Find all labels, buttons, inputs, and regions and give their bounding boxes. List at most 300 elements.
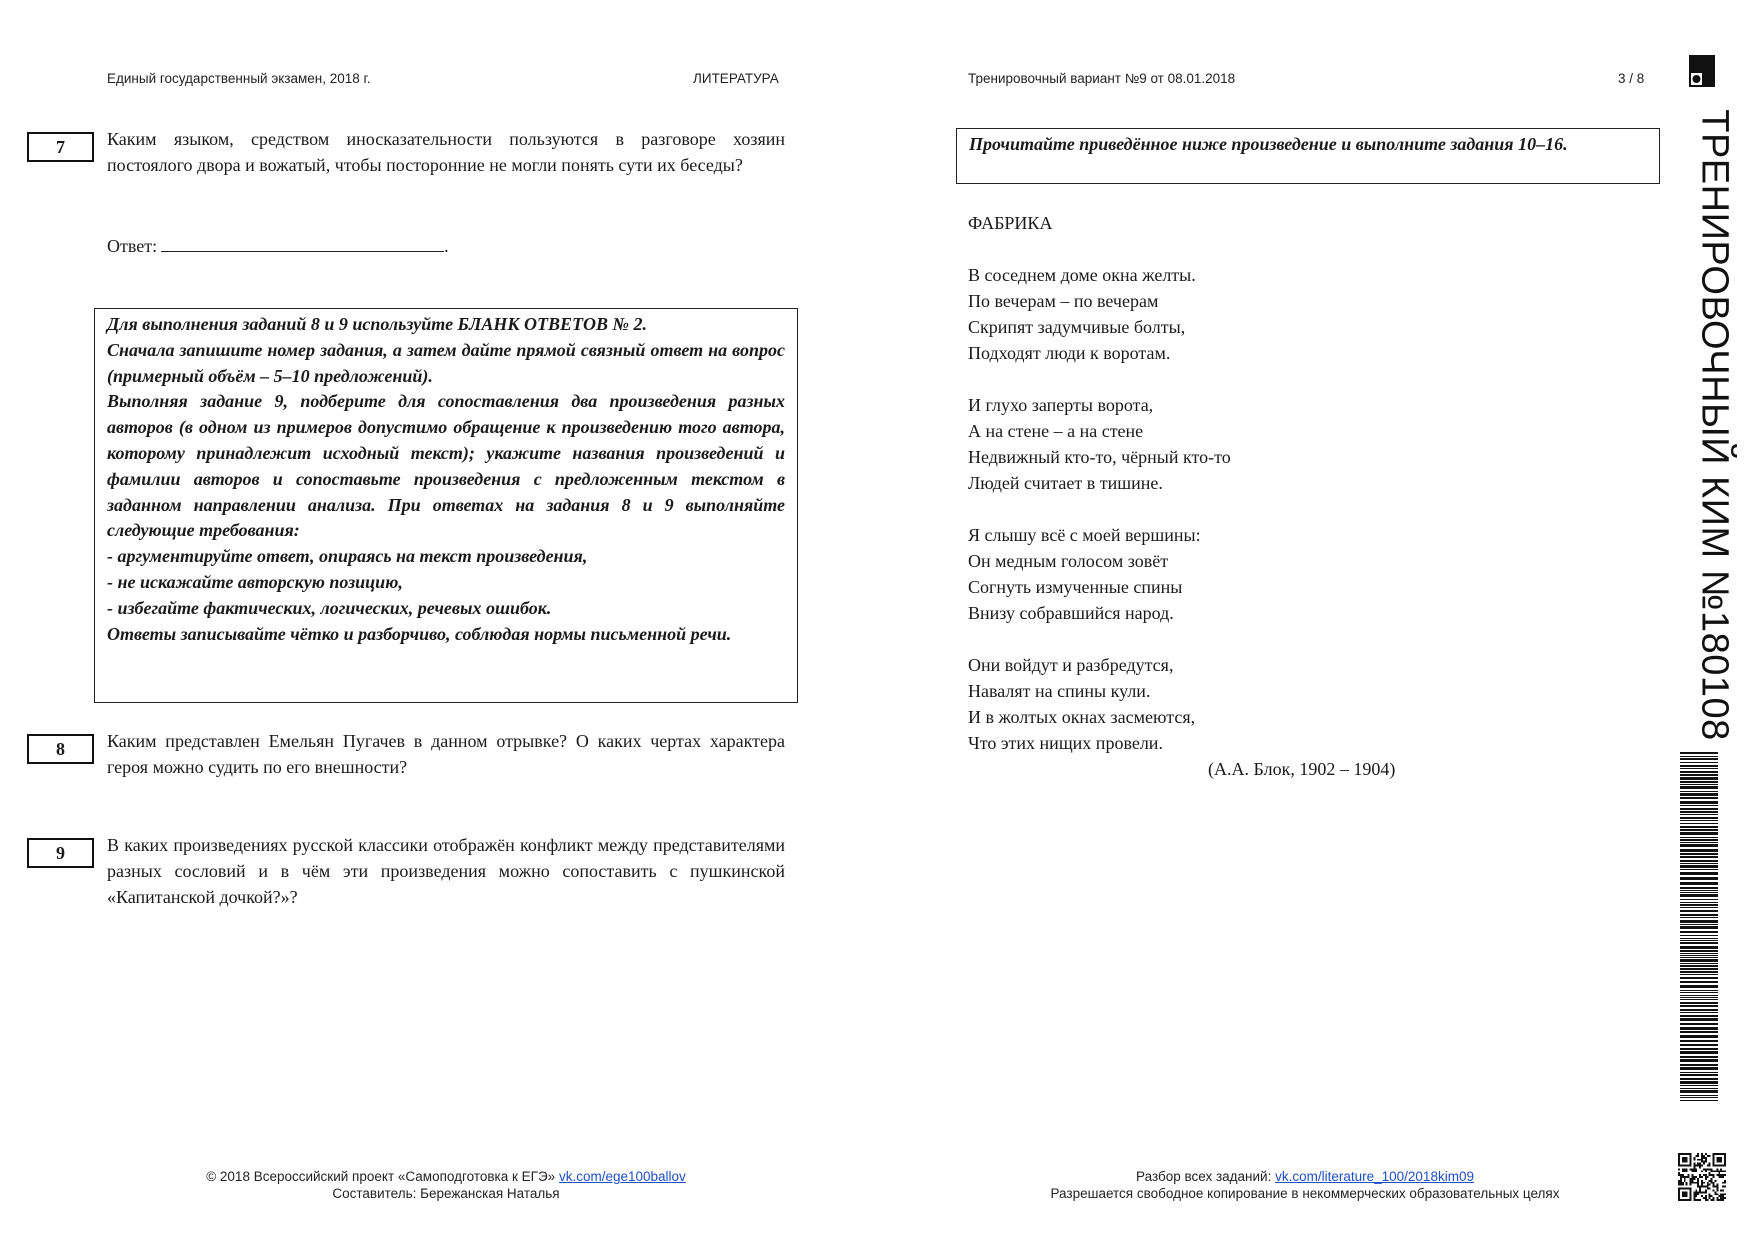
qr-module [1703, 1168, 1705, 1170]
poem-line: А на стене – а на стене [968, 421, 1144, 441]
qr-module [1707, 1155, 1709, 1157]
qr-module [1713, 1199, 1715, 1201]
barcode-bar [1680, 904, 1718, 906]
poem [968, 210, 1396, 779]
qr-module [1691, 1180, 1693, 1182]
qr-code [1678, 1153, 1726, 1201]
qr-module [1705, 1168, 1707, 1170]
qr-module [1716, 1174, 1718, 1176]
barcode-bar [1680, 953, 1718, 954]
qr-module [1703, 1155, 1705, 1157]
qr-module [1690, 1180, 1692, 1182]
barcode-bar [1680, 839, 1718, 841]
barcode-bar [1680, 863, 1718, 864]
barcode-bar [1680, 931, 1718, 933]
qr-module [1701, 1159, 1703, 1161]
barcode-bar [1680, 1040, 1718, 1042]
qr-module [1686, 1184, 1688, 1186]
qr-module [1693, 1178, 1695, 1180]
qr-module [1701, 1180, 1703, 1182]
barcode-bar [1680, 777, 1718, 780]
poem-stanza [968, 392, 1231, 496]
qr-module [1722, 1176, 1724, 1178]
poem-line: Согнуть измученные спины [968, 577, 1183, 597]
poem-line: Навалят на спины кули. [968, 681, 1151, 701]
barcode-bar [1680, 997, 1718, 998]
barcode-bar [1680, 924, 1718, 925]
question-7-text: Каким языком, средством иносказательности пользуются в разговоре хозяин постоялого двора и вожатый, чтобы посторонние не могли понять сути их беседы? [107, 129, 785, 175]
qr-module [1701, 1155, 1703, 1157]
barcode-bar [1680, 1072, 1718, 1073]
qr-module [1682, 1191, 1688, 1197]
barcode-bar [1680, 1005, 1718, 1007]
qr-module [1699, 1163, 1701, 1165]
qr-module [1724, 1170, 1726, 1172]
qr-module [1686, 1170, 1688, 1172]
barcode-bar [1680, 890, 1718, 891]
side-label-kim: ТРЕНИРОВОЧНЫЙ КИМ №180108 [1693, 109, 1736, 741]
qr-module [1701, 1170, 1703, 1172]
barcode-bar [1680, 963, 1718, 964]
qr-module [1697, 1182, 1699, 1184]
qr-module [1724, 1174, 1726, 1176]
barcode-bar [1680, 1074, 1718, 1076]
barcode-bar [1680, 849, 1718, 852]
qr-module [1724, 1180, 1726, 1182]
instruction-line: Для выполнения заданий 8 и 9 используйте БЛАНК ОТВЕТОВ № 2. [107, 314, 648, 334]
qr-module [1701, 1184, 1703, 1186]
qr-module [1711, 1180, 1713, 1182]
qr-module [1701, 1176, 1703, 1178]
barcode-bar [1680, 981, 1718, 983]
barcode-bar [1680, 959, 1718, 962]
barcode [1680, 752, 1718, 1102]
barcode-bar [1680, 887, 1718, 889]
qr-module [1707, 1168, 1709, 1170]
footer-author: Составитель: Бережанская Наталья [332, 1186, 560, 1201]
qr-module [1682, 1174, 1684, 1176]
barcode-bar [1680, 805, 1718, 806]
qr-module [1722, 1174, 1724, 1176]
qr-module [1678, 1174, 1680, 1176]
barcode-bar [1680, 797, 1718, 799]
barcode-bar [1680, 842, 1718, 843]
barcode-bar [1680, 1064, 1718, 1066]
qr-module [1695, 1168, 1697, 1170]
qr-module [1693, 1166, 1695, 1168]
barcode-bar [1680, 1018, 1718, 1021]
barcode-bar [1680, 791, 1718, 792]
qr-module [1714, 1191, 1716, 1193]
barcode-bar [1680, 1048, 1718, 1050]
poem-attribution: (А.А. Блок, 1902 – 1904) [1208, 759, 1396, 779]
qr-module [1699, 1159, 1701, 1161]
qr-module [1699, 1176, 1701, 1178]
barcode-bar [1680, 965, 1718, 967]
qr-module [1720, 1168, 1722, 1170]
qr-module [1703, 1163, 1705, 1165]
qr-module [1699, 1166, 1701, 1168]
barcode-bar [1680, 942, 1718, 944]
qr-module [1697, 1186, 1699, 1188]
qr-module [1716, 1193, 1718, 1195]
instruction-line: - не искажайте авторскую позицию, [107, 571, 403, 592]
qr-module [1714, 1180, 1716, 1182]
barcode-bar [1680, 793, 1718, 796]
barcode-bar [1680, 1088, 1718, 1089]
qr-module [1678, 1180, 1680, 1182]
poem-line: В соседнем доме окна желты. [968, 265, 1196, 285]
qr-module [1695, 1195, 1697, 1197]
qr-module [1701, 1186, 1703, 1188]
barcode-bar [1680, 1009, 1718, 1011]
barcode-bar [1680, 844, 1718, 847]
barcode-bar [1680, 829, 1718, 831]
poem-line: Скрипят задумчивые болты, [968, 317, 1186, 337]
qr-module [1678, 1168, 1680, 1170]
qr-module [1724, 1182, 1726, 1184]
qr-module [1697, 1193, 1699, 1195]
qr-module [1691, 1170, 1693, 1172]
barcode-bar [1680, 1100, 1718, 1101]
barcode-bar [1680, 856, 1718, 858]
qr-module [1713, 1176, 1715, 1178]
qr-module [1720, 1174, 1722, 1176]
qr-module [1690, 1168, 1692, 1170]
poem-stanza [968, 262, 1231, 366]
qr-module [1720, 1195, 1722, 1197]
qr-module [1720, 1197, 1722, 1199]
qr-module [1722, 1199, 1724, 1201]
poem-line: Людей считает в тишине. [968, 473, 1163, 493]
qr-module [1688, 1174, 1690, 1176]
qr-module [1722, 1193, 1724, 1195]
qr-module [1693, 1193, 1695, 1195]
qr-module [1695, 1189, 1697, 1191]
answer-line[interactable] [161, 232, 444, 252]
qr-module [1697, 1163, 1699, 1165]
qr-module [1680, 1184, 1682, 1186]
qr-module [1680, 1174, 1682, 1176]
qr-module [1711, 1199, 1713, 1201]
barcode-bar [1680, 957, 1718, 958]
qr-module [1722, 1182, 1724, 1184]
qr-module [1707, 1188, 1709, 1190]
qr-module [1705, 1170, 1707, 1172]
barcode-bar [1680, 1059, 1718, 1062]
qr-module [1697, 1180, 1699, 1182]
qr-module [1713, 1174, 1715, 1176]
barcode-bar [1680, 826, 1718, 828]
barcode-bar [1680, 762, 1718, 763]
qr-module [1709, 1174, 1711, 1176]
barcode-bar [1680, 814, 1718, 815]
qr-module [1718, 1195, 1720, 1197]
qr-module [1716, 1168, 1718, 1170]
barcode-bar [1680, 832, 1718, 835]
qr-module [1713, 1186, 1715, 1188]
poem-line: Подходят люди к воротам. [968, 343, 1171, 363]
barcode-bar [1680, 801, 1718, 804]
qr-module [1705, 1176, 1707, 1178]
qr-module [1682, 1170, 1684, 1172]
barcode-bar [1680, 995, 1718, 996]
qr-module [1693, 1195, 1695, 1197]
qr-module [1693, 1168, 1695, 1170]
qr-module [1703, 1174, 1705, 1176]
barcode-bar [1680, 774, 1718, 776]
instructions-box [94, 308, 798, 703]
qr-module [1682, 1176, 1684, 1178]
footer-project-text: © 2018 Всероссийский проект «Самоподготовка к ЕГЭ» [206, 1169, 556, 1184]
footer-right [1000, 1168, 1610, 1202]
footer-project-link[interactable]: vk.com/ege100ballov [558, 1169, 686, 1184]
barcode-bar [1680, 1015, 1718, 1017]
qr-module [1722, 1186, 1724, 1188]
qr-module [1705, 1195, 1707, 1197]
qr-module [1709, 1188, 1711, 1190]
qr-module [1691, 1176, 1693, 1178]
qr-module [1711, 1170, 1713, 1172]
barcode-bar [1680, 872, 1718, 875]
qr-module [1709, 1155, 1711, 1157]
qr-module [1688, 1176, 1690, 1178]
barcode-bar [1680, 920, 1718, 923]
qr-module [1714, 1170, 1716, 1172]
barcode-bar [1680, 1031, 1718, 1033]
qr-module [1722, 1170, 1724, 1172]
question-8-text: Каким представлен Емельян Пугачев в данном отрывке? О каких чертах характера героя можно судить по его внешности? [107, 731, 785, 777]
barcode-bar [1680, 894, 1718, 897]
qr-module [1691, 1178, 1693, 1180]
qr-module [1691, 1182, 1693, 1184]
barcode-bar [1680, 823, 1718, 824]
barcode-bar [1680, 1027, 1718, 1030]
barcode-bar [1680, 817, 1718, 819]
footer-analysis-link[interactable]: vk.com/literature_100/2018kim09 [1275, 1169, 1474, 1184]
qr-module [1701, 1191, 1703, 1193]
qr-module [1703, 1191, 1705, 1193]
header-page-number: 3 / 8 [1618, 71, 1645, 86]
barcode-bar [1680, 999, 1718, 1000]
barcode-bar [1680, 784, 1718, 785]
qr-module [1703, 1197, 1705, 1199]
qr-module [1709, 1197, 1711, 1199]
qr-module [1711, 1182, 1713, 1184]
barcode-bar [1680, 1044, 1718, 1046]
qr-module [1709, 1193, 1711, 1195]
qr-module [1720, 1193, 1722, 1195]
answer-end: . [444, 236, 449, 256]
barcode-bar [1680, 1078, 1718, 1080]
qr-module [1691, 1174, 1693, 1176]
qr-module [1713, 1197, 1715, 1199]
qr-module [1707, 1176, 1709, 1178]
barcode-bar [1680, 977, 1718, 979]
qr-module [1693, 1157, 1695, 1159]
qr-module [1711, 1168, 1713, 1170]
poem-line: Что этих нищих провели. [968, 733, 1163, 753]
qr-module [1716, 1186, 1718, 1188]
qr-module [1720, 1176, 1722, 1178]
qr-module [1707, 1186, 1709, 1188]
poem-line: И глухо заперты ворота, [968, 395, 1154, 415]
poem-stanza [968, 522, 1231, 626]
barcode-bar [1680, 985, 1718, 988]
qr-module [1713, 1184, 1715, 1186]
qr-module [1722, 1195, 1724, 1197]
qr-module [1703, 1161, 1705, 1163]
barcode-bar [1680, 1056, 1718, 1058]
barcode-bar [1680, 811, 1718, 813]
footer-left [186, 1168, 706, 1202]
qr-module [1720, 1170, 1722, 1172]
qr-module [1714, 1186, 1716, 1188]
qr-module [1697, 1178, 1699, 1180]
qr-module [1709, 1165, 1711, 1167]
qr-module [1680, 1178, 1682, 1180]
qr-module [1682, 1168, 1684, 1170]
barcode-bar [1680, 853, 1718, 855]
header-subject: ЛИТЕРАТУРА [693, 71, 779, 86]
qr-module [1711, 1195, 1713, 1197]
qr-module [1718, 1170, 1720, 1172]
qr-module [1709, 1163, 1711, 1165]
poem-line: Я слышу всё с моей вершины: [968, 525, 1201, 545]
qr-module [1693, 1182, 1695, 1184]
qr-module [1693, 1165, 1695, 1167]
poem-line: Они войдут и разбредутся, [968, 655, 1174, 675]
qr-module [1703, 1182, 1705, 1184]
qr-module [1716, 1157, 1722, 1163]
qr-module [1713, 1189, 1715, 1191]
qr-module [1705, 1174, 1707, 1176]
barcode-bar [1680, 955, 1718, 956]
barcode-bar [1680, 926, 1718, 929]
barcode-bar [1680, 786, 1718, 789]
barcode-bar [1680, 1035, 1718, 1038]
qr-module [1703, 1157, 1705, 1159]
qr-module [1695, 1191, 1697, 1193]
barcode-bar [1680, 808, 1718, 810]
instruction-line: Выполняя задание 9, подберите для сопоставления два произведения разных авторов (в одном из примеров допустимо обращение к произведению того автора, которому принадлежит исходный текст); укажите названия произведений и фамилии авторов и сопоставьте произведения с предложенным текстом в заданном направлении анализа. При ответах на задания 8 и 9 выполняйте следующие требования: [107, 391, 785, 541]
qr-module [1709, 1168, 1711, 1170]
instruction-line: - аргументируйте ответ, опираясь на текст произведения, [107, 546, 588, 567]
qr-module [1707, 1165, 1709, 1167]
barcode-bar [1680, 1023, 1718, 1025]
qr-module [1716, 1197, 1718, 1199]
poem-line: Внизу собравшийся народ. [968, 603, 1174, 623]
barcode-bar [1680, 882, 1718, 885]
qr-module [1711, 1174, 1713, 1176]
barcode-bar [1680, 992, 1718, 993]
barcode-bar [1680, 1067, 1718, 1070]
barcode-bar [1680, 902, 1718, 903]
qr-module [1707, 1199, 1709, 1201]
qr-module [1699, 1191, 1701, 1193]
qr-module [1697, 1155, 1699, 1157]
barcode-bar [1680, 781, 1718, 783]
barcode-bar [1680, 917, 1718, 918]
qr-module [1701, 1161, 1703, 1163]
barcode-bar [1680, 1095, 1718, 1096]
qr-module [1701, 1153, 1703, 1155]
qr-module [1678, 1172, 1680, 1174]
barcode-bar [1680, 940, 1718, 941]
answer-label: Ответ: [107, 236, 158, 256]
poem-line: Недвижный кто-то, чёрный кто-то [968, 447, 1231, 467]
qr-module [1709, 1195, 1711, 1197]
barcode-bar [1680, 865, 1718, 868]
qr-module [1697, 1191, 1699, 1193]
barcode-bar [1680, 907, 1718, 908]
barcode-bar [1680, 910, 1718, 912]
qr-module [1724, 1197, 1726, 1199]
qr-module [1724, 1193, 1726, 1195]
question-8-number: 8 [27, 734, 94, 764]
qr-module [1720, 1199, 1722, 1201]
qr-module [1716, 1199, 1718, 1201]
barcode-bar [1680, 971, 1718, 973]
qr-module [1695, 1182, 1697, 1184]
barcode-bar [1680, 768, 1718, 769]
barcode-bar [1680, 1097, 1718, 1098]
barcode-bar [1680, 1085, 1718, 1086]
barcode-bar [1680, 869, 1718, 870]
barcode-bar [1680, 837, 1718, 838]
qr-module [1716, 1170, 1718, 1172]
barcode-bar [1680, 946, 1718, 949]
reading-instruction-box: Прочитайте приведённое ниже произведение и выполните задания 10–16. [956, 128, 1660, 184]
question-7-number: 7 [27, 132, 94, 162]
barcode-bar [1680, 899, 1718, 900]
qr-module [1705, 1186, 1707, 1188]
qr-module [1720, 1189, 1722, 1191]
qr-module [1690, 1184, 1692, 1186]
barcode-bar [1680, 1081, 1718, 1084]
qr-module [1724, 1186, 1726, 1188]
qr-module [1722, 1197, 1724, 1199]
qr-module [1695, 1155, 1697, 1157]
barcode-bar [1680, 974, 1718, 975]
qr-module [1678, 1184, 1680, 1186]
barcode-bar [1680, 756, 1718, 757]
qr-module [1684, 1178, 1686, 1180]
barcode-bar [1680, 1051, 1718, 1054]
qr-module [1718, 1199, 1720, 1201]
qr-module [1680, 1182, 1682, 1184]
poem-line: Он медным голосом зовёт [968, 551, 1169, 571]
qr-module [1701, 1182, 1703, 1184]
barcode-bar [1680, 950, 1718, 952]
qr-module [1707, 1184, 1709, 1186]
header-exam-title: Единый государственный экзамен, 2018 г. [107, 71, 371, 86]
poem-line: И в жолтых окнах засмеются, [968, 707, 1196, 727]
footer-analysis-text: Разбор всех заданий: [1136, 1169, 1272, 1184]
footer-copy-notice: Разрешается свободное копирование в некоммерческих образовательных целях [1050, 1186, 1560, 1201]
qr-module [1705, 1189, 1707, 1191]
qr-module [1707, 1182, 1709, 1184]
qr-module [1713, 1182, 1715, 1184]
qr-module [1699, 1189, 1701, 1191]
qr-module [1684, 1168, 1686, 1170]
qr-module [1703, 1186, 1705, 1188]
qr-module [1695, 1170, 1697, 1172]
barcode-bar [1680, 892, 1718, 893]
qr-module [1713, 1170, 1715, 1172]
instruction-line: Сначала запишите номер задания, а затем дайте прямой связный ответ на вопрос (примерный объём – 5–10 предложений). [107, 339, 785, 386]
qr-module [1699, 1186, 1701, 1188]
